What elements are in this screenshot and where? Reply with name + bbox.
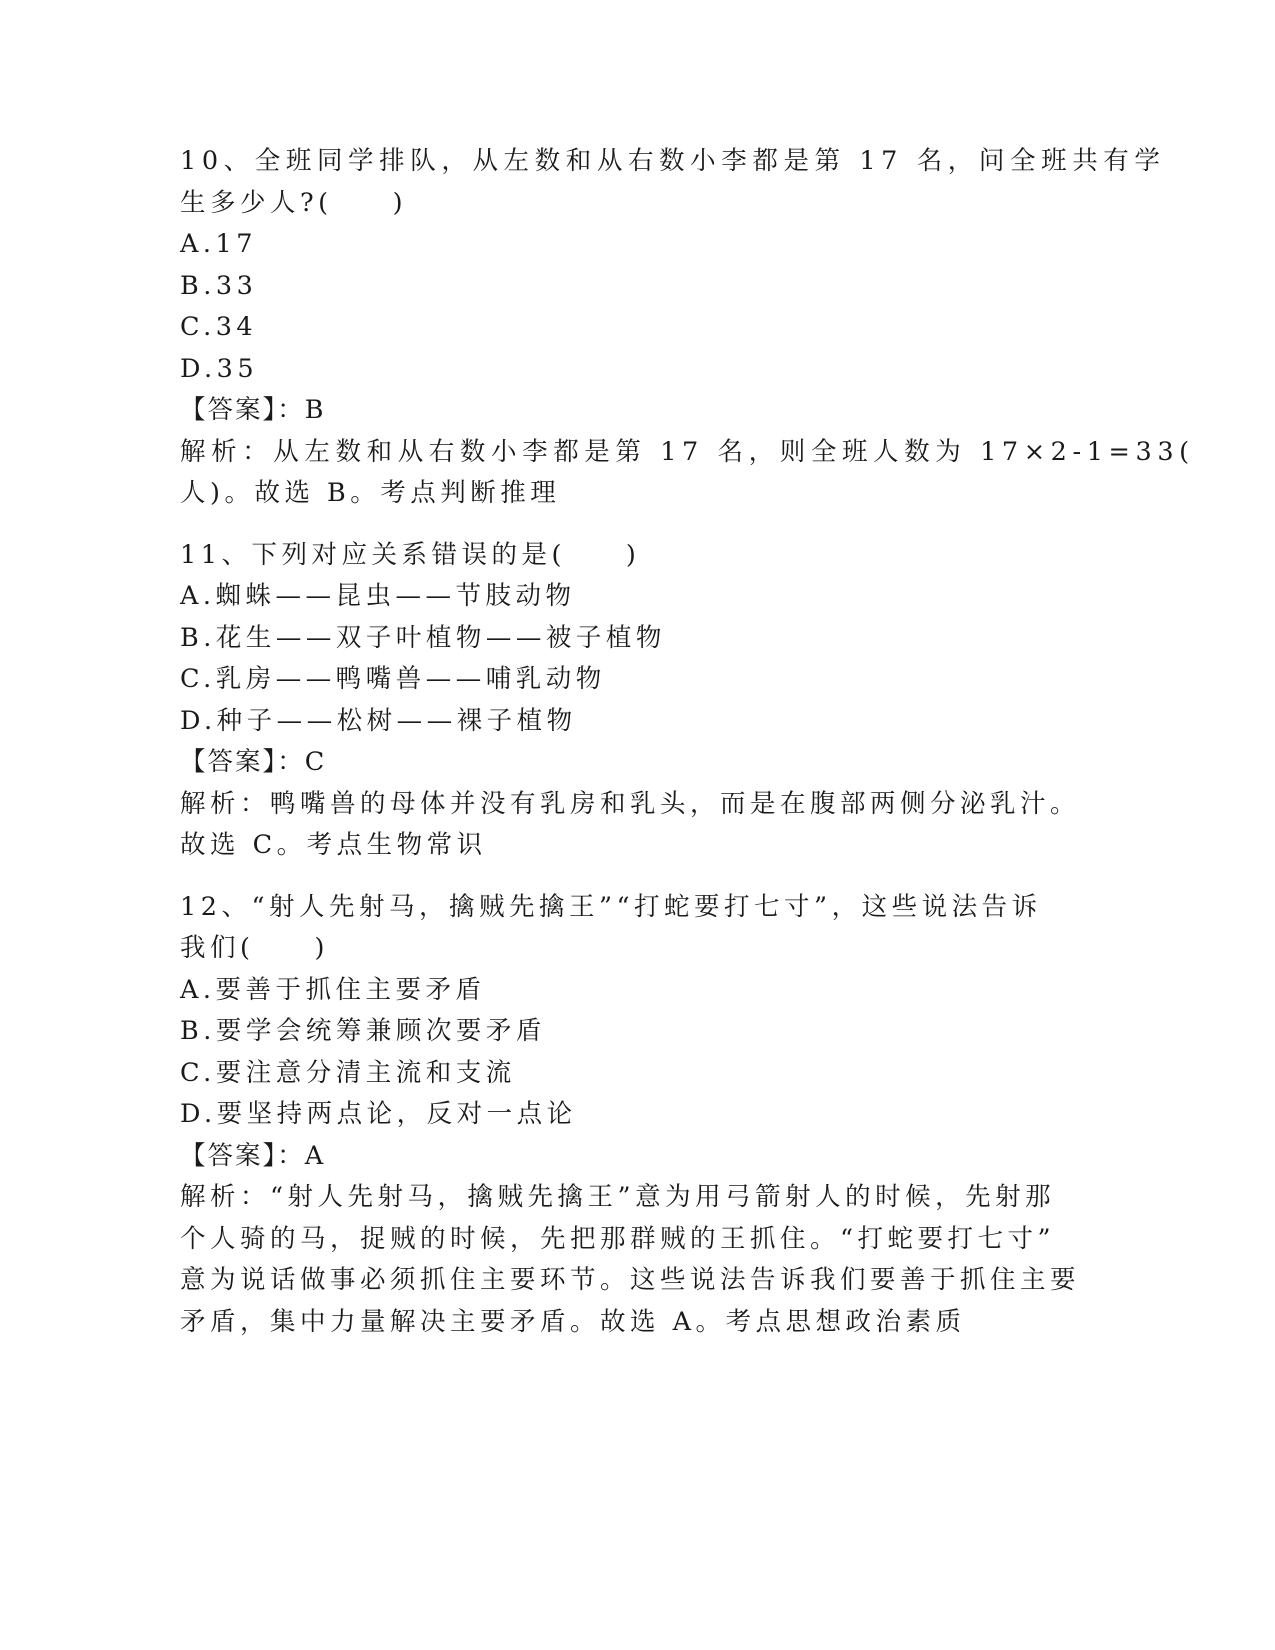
analysis-line: 解析：鸭嘴兽的母体并没有乳房和乳头，而是在腹部两侧分泌乳汁。 xyxy=(180,788,1081,819)
option-b: B.要学会统筹兼顾次要矛盾 xyxy=(180,1016,546,1046)
section-gap xyxy=(180,867,1060,887)
option-a: A.蜘蛛——昆虫——节肢动物 xyxy=(180,581,576,611)
option-c: C.乳房——鸭嘴兽——哺乳动物 xyxy=(180,664,606,694)
answer-label: 【答案】： xyxy=(180,1140,305,1171)
option-a: A.要善于抓住主要矛盾 xyxy=(180,974,486,1005)
question-stem-line: 10、全班同学排队，从左数和从右数小李都是第 17 名，问全班共有学 xyxy=(180,146,1166,176)
answer-value: B xyxy=(304,395,329,425)
answer-label: 【答案】： xyxy=(180,747,305,777)
analysis-line: 故选 C。考点生物常识 xyxy=(180,830,487,860)
analysis-line: 个人骑的马，捉贼的时候，先把那群贼的王抓住。“打蛇要打七寸” xyxy=(180,1223,1056,1254)
option-d: D.种子——松树——裸子植物 xyxy=(180,705,577,736)
option-c: C.要注意分清主流和支流 xyxy=(180,1057,516,1088)
option-b: B.33 xyxy=(180,270,258,301)
analysis-line: 人)。故选 B。考点判断推理 xyxy=(180,478,561,508)
question-stem-line: 12、“射人先射马，擒贼先擒王”“打蛇要打七寸”，这些说法告诉 xyxy=(180,891,1042,922)
option-a: A.17 xyxy=(180,229,257,259)
question-stem-line: 我们( ) xyxy=(180,933,329,963)
question-stem-line: 生多少人?( ) xyxy=(180,187,408,218)
answer-line xyxy=(180,1136,1060,1178)
analysis-line: 矛盾，集中力量解决主要矛盾。故选 A。考点思想政治素质 xyxy=(180,1306,966,1337)
question-12 xyxy=(180,887,1081,1344)
option-d: D.35 xyxy=(180,353,259,384)
analysis-line: 解析：从左数和从右数小李都是第 17 名，则全班人数为 17×2-1=33( xyxy=(180,436,1195,467)
analysis-line: 意为说话做事必须抓住主要环节。这些说法告诉我们要善于抓住主要 xyxy=(180,1265,1081,1295)
question-11 xyxy=(180,535,1081,867)
section-gap xyxy=(180,515,1060,535)
answer-value: C xyxy=(304,747,329,777)
question-10 xyxy=(180,141,1195,515)
option-d: D.要坚持两点论，反对一点论 xyxy=(180,1099,577,1129)
answer-value: A xyxy=(304,1140,328,1171)
question-stem-line: 11、下列对应关系错误的是( ) xyxy=(180,539,641,570)
option-b: B.花生——双子叶植物——被子植物 xyxy=(180,622,666,653)
analysis-line: 解析：“射人先射马，擒贼先擒王”意为用弓箭射人的时候，先射那 xyxy=(180,1182,1056,1212)
answer-line xyxy=(180,390,1060,432)
option-c: C.34 xyxy=(180,312,258,342)
answer-line xyxy=(180,742,1060,784)
answer-label: 【答案】： xyxy=(180,395,305,425)
document-page xyxy=(180,141,1195,1343)
